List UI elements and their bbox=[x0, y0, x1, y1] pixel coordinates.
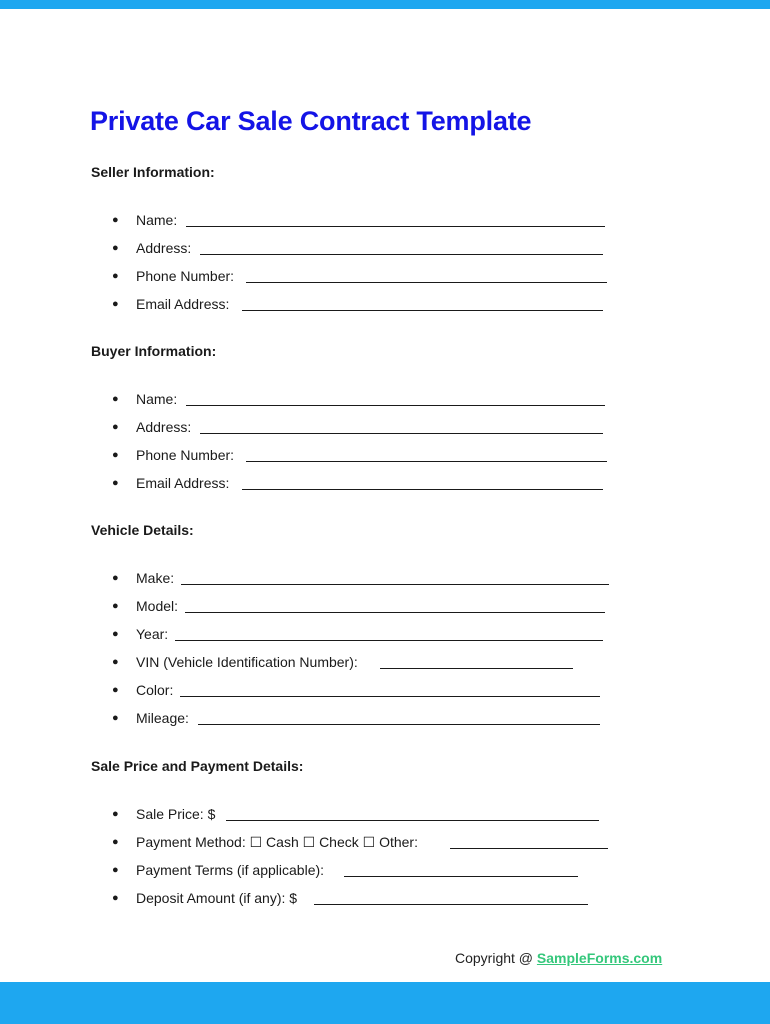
fill-in-line[interactable] bbox=[185, 612, 605, 613]
sampleforms-link[interactable]: SampleForms.com bbox=[536, 950, 663, 966]
fill-in-line[interactable] bbox=[180, 696, 600, 697]
fill-in-line[interactable] bbox=[246, 461, 607, 462]
bullet-icon: ● bbox=[112, 684, 119, 696]
bullet-icon: ● bbox=[112, 656, 119, 668]
section-heading-seller: Seller Information: bbox=[91, 164, 215, 180]
fill-in-line[interactable] bbox=[380, 668, 573, 669]
field-label: Payment Terms (if applicable): bbox=[136, 862, 325, 878]
field-label: Phone Number: bbox=[136, 268, 235, 284]
top-accent-bar bbox=[0, 0, 770, 9]
bullet-icon: ● bbox=[112, 600, 119, 612]
fill-in-line[interactable] bbox=[186, 226, 605, 227]
field-label: Phone Number: bbox=[136, 447, 235, 463]
field-label: Sale Price: $ bbox=[136, 806, 216, 822]
fill-in-line[interactable] bbox=[344, 876, 578, 877]
field-label: Email Address: bbox=[136, 296, 230, 312]
fill-in-line[interactable] bbox=[198, 724, 600, 725]
field-label: VIN (Vehicle Identification Number): bbox=[136, 654, 358, 670]
field-label: Address: bbox=[136, 240, 192, 256]
bullet-icon: ● bbox=[112, 836, 119, 848]
bullet-icon: ● bbox=[112, 298, 119, 310]
bullet-icon: ● bbox=[112, 628, 119, 640]
bottom-accent-bar bbox=[0, 982, 770, 1024]
fill-in-line[interactable] bbox=[186, 405, 605, 406]
field-label: Name: bbox=[136, 212, 178, 228]
bullet-icon: ● bbox=[112, 242, 119, 254]
section-heading-vehicle: Vehicle Details: bbox=[91, 522, 194, 538]
bullet-icon: ● bbox=[112, 808, 119, 820]
bullet-icon: ● bbox=[112, 712, 119, 724]
field-label: Mileage: bbox=[136, 710, 189, 726]
bullet-icon: ● bbox=[112, 892, 119, 904]
bullet-icon: ● bbox=[112, 572, 119, 584]
fill-in-line[interactable] bbox=[226, 820, 599, 821]
bullet-icon: ● bbox=[112, 270, 119, 282]
fill-in-line[interactable] bbox=[246, 282, 607, 283]
fill-in-line[interactable] bbox=[181, 584, 609, 585]
fill-in-line[interactable] bbox=[200, 433, 603, 434]
field-label: Address: bbox=[136, 419, 192, 435]
fill-in-line[interactable] bbox=[314, 904, 588, 905]
page-title: Private Car Sale Contract Template bbox=[90, 106, 532, 136]
field-label: Model: bbox=[136, 598, 179, 614]
fill-in-line[interactable] bbox=[450, 848, 608, 849]
bullet-icon: ● bbox=[112, 449, 119, 461]
fill-in-line[interactable] bbox=[200, 254, 603, 255]
field-label: Color: bbox=[136, 682, 174, 698]
bullet-icon: ● bbox=[112, 393, 119, 405]
fill-in-line[interactable] bbox=[175, 640, 603, 641]
field-label: Payment Method: ☐ Cash ☐ Check ☐ Other: bbox=[136, 834, 418, 850]
bullet-icon: ● bbox=[112, 421, 119, 433]
field-label: Email Address: bbox=[136, 475, 230, 491]
field-label: Deposit Amount (if any): $ bbox=[136, 890, 298, 906]
section-heading-payment: Sale Price and Payment Details: bbox=[91, 758, 304, 774]
bullet-icon: ● bbox=[112, 477, 119, 489]
copyright-text: Copyright @ bbox=[455, 950, 537, 966]
field-label: Name: bbox=[136, 391, 178, 407]
bullet-icon: ● bbox=[112, 864, 119, 876]
bullet-icon: ● bbox=[112, 214, 119, 226]
field-label: Year: bbox=[136, 626, 169, 642]
fill-in-line[interactable] bbox=[242, 310, 603, 311]
copyright-footer bbox=[455, 950, 662, 966]
section-heading-buyer: Buyer Information: bbox=[91, 343, 217, 359]
fill-in-line[interactable] bbox=[242, 489, 603, 490]
field-label: Make: bbox=[136, 570, 175, 586]
